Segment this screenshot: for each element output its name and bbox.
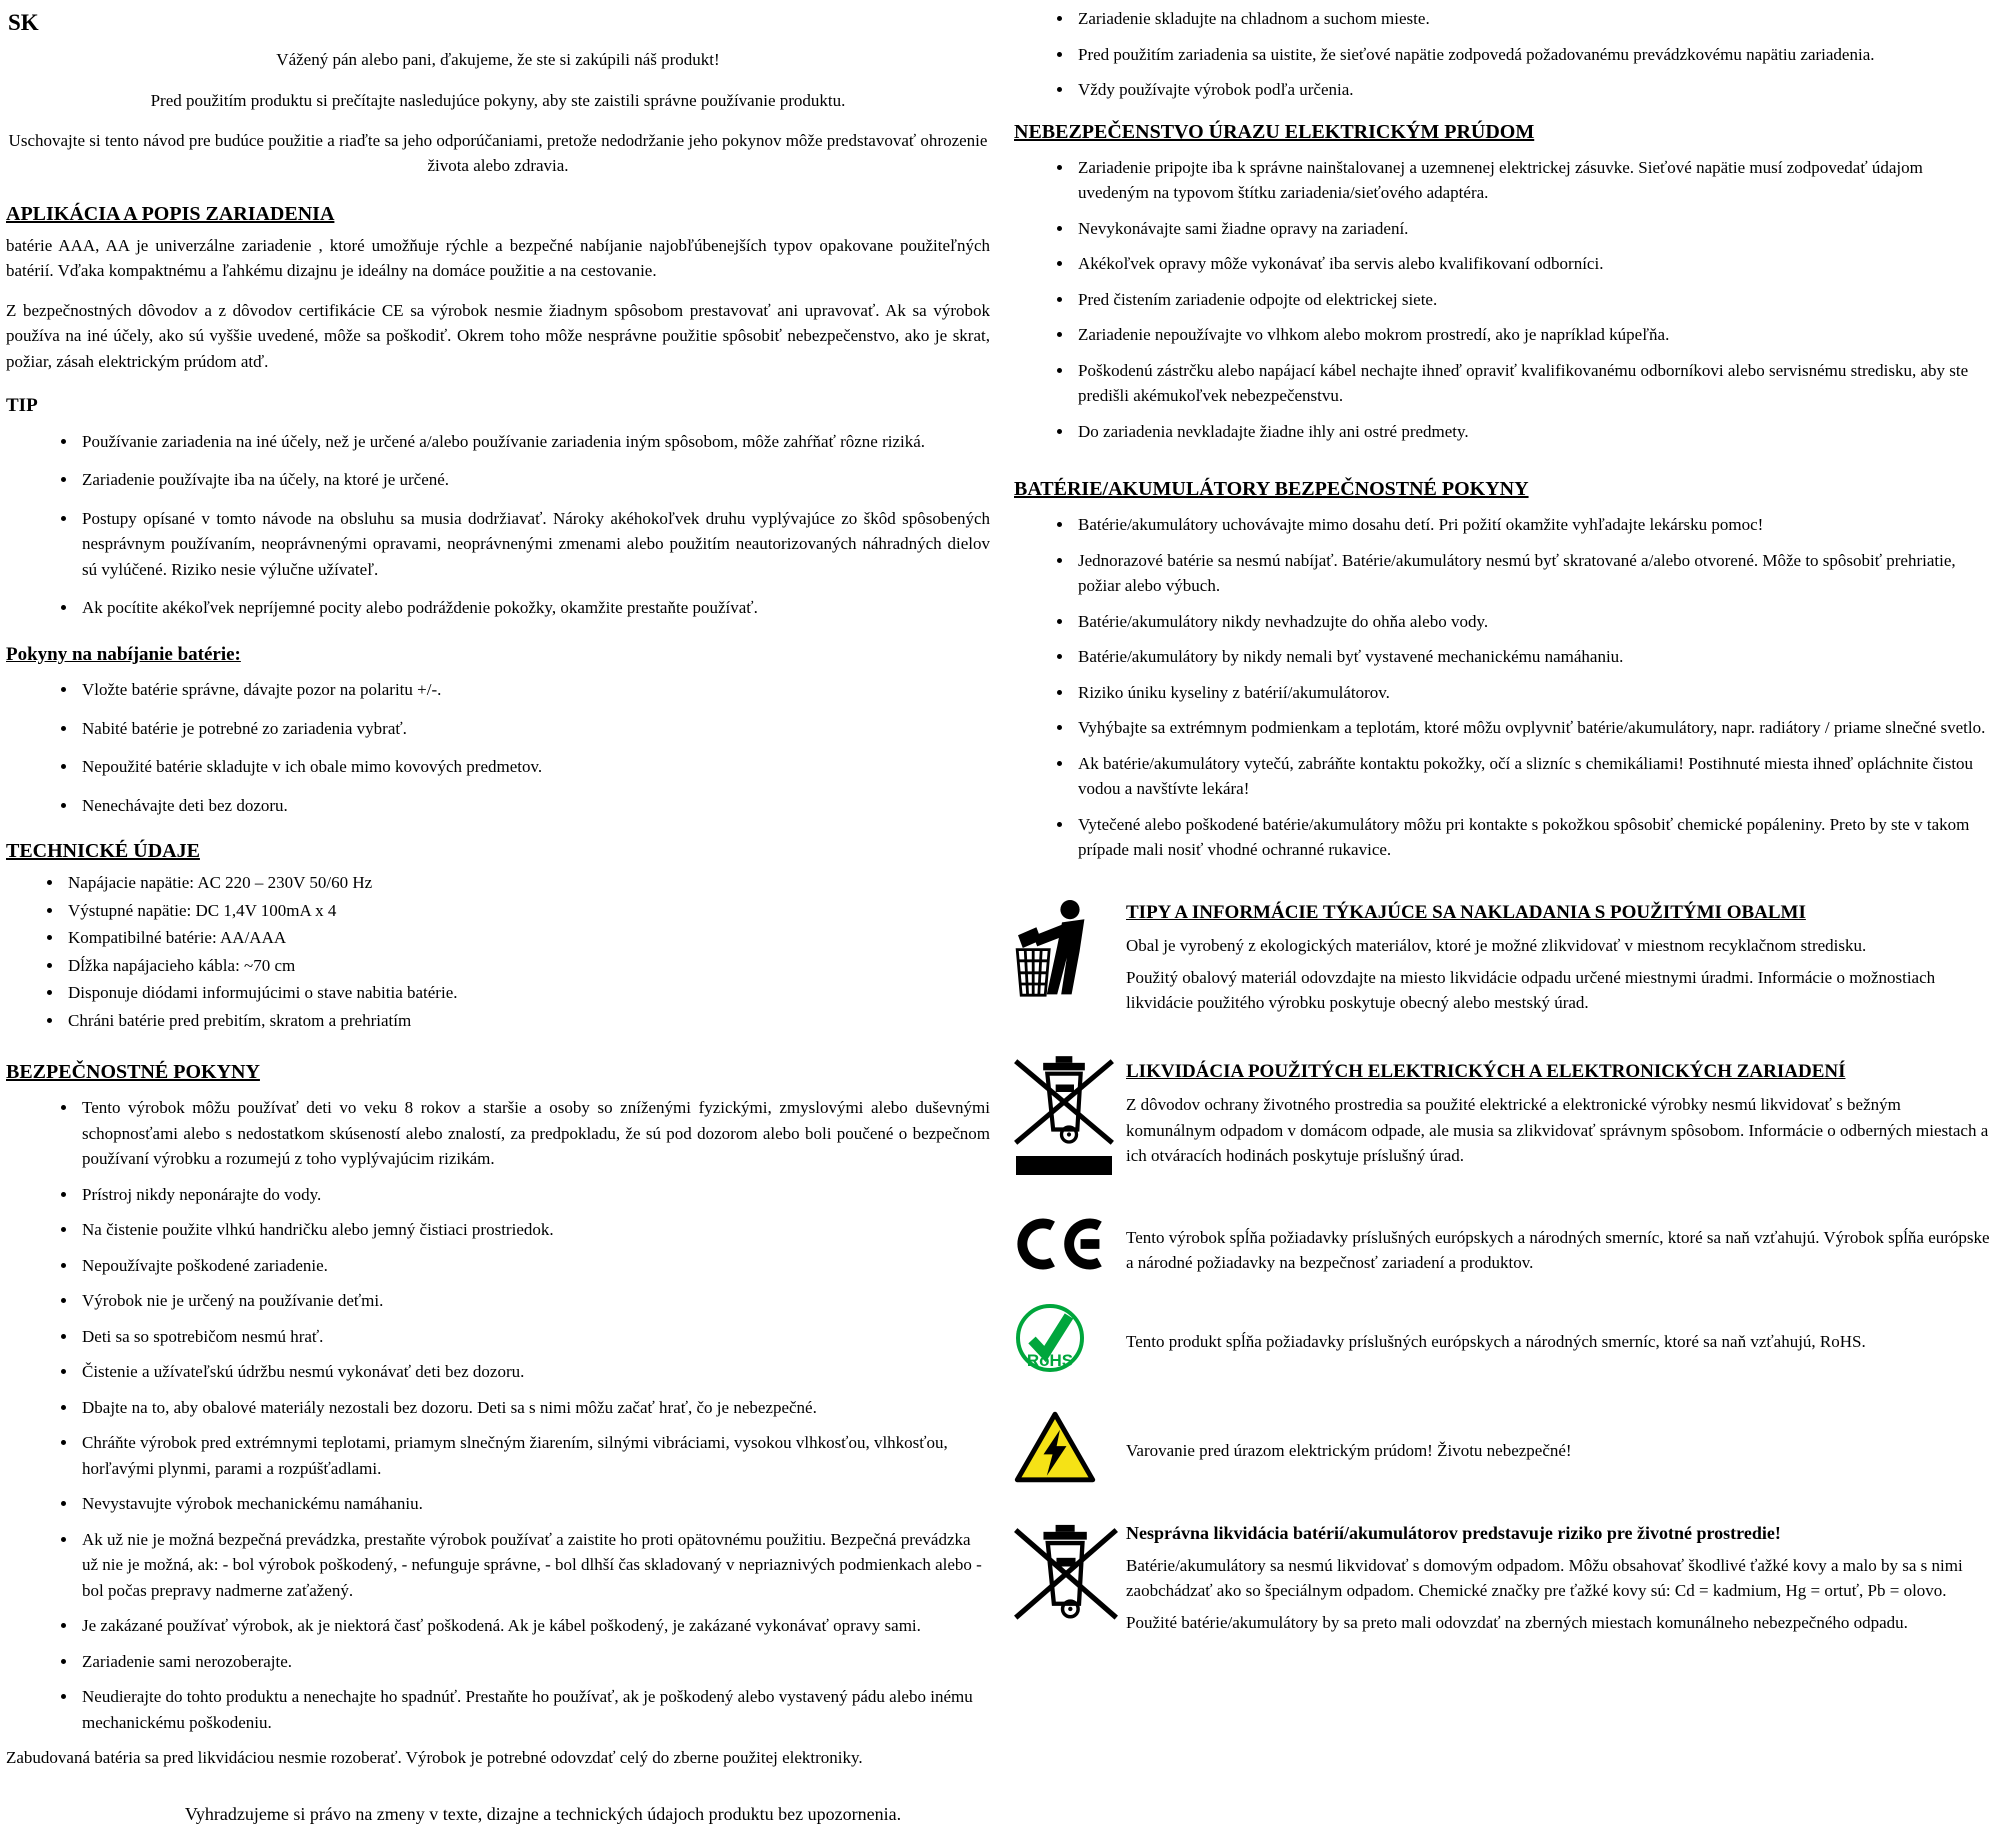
paragraph: Tento výrobok spĺňa požiadavky príslušných európskych a národných smerníc, ktoré sa naň vzťahujú. Výrobok spĺňa európske a národné požiadavky na bezpečnosť zariadení a produktov. bbox=[1126, 1227, 1990, 1272]
paragraph: Varovanie pred úrazom elektrickým prúdom! Životu nebezpečné! bbox=[1126, 1440, 1572, 1460]
application-section bbox=[6, 199, 990, 375]
rohs-label: RoHS bbox=[1026, 1350, 1074, 1370]
paragraph: batérie AAA, AA je univerzálne zariadenie , ktoré umožňuje rýchle a bezpečné nabíjanie najobľúbenejších typov opakovane použiteľných batérií. Vďaka kompaktnému a ľahkému dizajnu je ideálny na domáce použitie a na cestovanie. bbox=[6, 235, 990, 280]
section-heading: TECHNICKÉ ÚDAJE bbox=[6, 840, 200, 862]
ce-mark-icon bbox=[1014, 1215, 1126, 1273]
paragraph: Z dôvodov ochrany životného prostredia sa použité elektrické a elektronické výrobky nesmú likvidovať s bežným komunálnym odpadom v domácom odpade, ale musia sa zlikvidovať správnym spôsobom. Informácie o odberných miestach a ich otváracích hodinách poskytuje príslušný úrad. bbox=[1126, 1095, 1989, 1165]
list-item: • Nevystavujte výrobok mechanickému namáhaniu. bbox=[78, 1491, 990, 1517]
section-heading: Nesprávna likvidácia batérií/akumulátorov predstavuje riziko pre životné prostredie! bbox=[1126, 1522, 1781, 1543]
section-heading: LIKVIDÁCIA POUŽITÝCH ELEKTRICKÝCH A ELEKTRONICKÝCH ZARIADENÍ bbox=[1126, 1060, 1846, 1082]
list-item: • Neudierajte do tohto produktu a nenechajte ho spadnúť. Prestaňte ho používať, ak je poškodený alebo vystavený pádu alebo inému mechanickému poškodeniu. bbox=[78, 1684, 990, 1735]
list-item: • Akékoľvek opravy môže vykonávať iba servis alebo kvalifikovaní odborníci. bbox=[1074, 251, 1990, 277]
high-voltage-warning-icon bbox=[1014, 1410, 1126, 1484]
paragraph: Tento produkt spĺňa požiadavky príslušných európskych a národných smerníc, ktoré sa naň vzťahujú, RoHS. bbox=[1126, 1331, 1866, 1351]
safety-section bbox=[6, 1057, 990, 1735]
tip-section bbox=[6, 392, 990, 621]
tidyman-icon bbox=[1014, 897, 1126, 999]
list-item: • Nepoužívajte poškodené zariadenie. bbox=[78, 1253, 990, 1279]
storage-list bbox=[1014, 6, 1990, 103]
electric-shock-section bbox=[1014, 117, 1990, 445]
intro-line: Vážený pán alebo pani, ďakujeme, že ste si zakúpili náš produkt! bbox=[276, 49, 720, 69]
list-item: • Nevykonávajte sami žiadne opravy na zariadení. bbox=[1074, 216, 1990, 242]
weee-crossed-bin-icon bbox=[1014, 1056, 1126, 1175]
intro-line: Uschovajte si tento návod pre budúce použitie a riaďte sa jeho odporúčaniami, pretože nedodržanie jeho pokynov môže predstavovať ohrozenie života alebo zdravia. bbox=[8, 130, 988, 175]
right-column bbox=[1000, 0, 2002, 1635]
battery-crossed-bin-icon bbox=[1014, 1523, 1126, 1623]
list-item: • Zariadenie sami nerozoberajte. bbox=[78, 1649, 990, 1675]
list-item: • Nabité batérie je potrebné zo zariadenia vybrať. bbox=[78, 716, 990, 742]
charging-list bbox=[6, 677, 990, 818]
safety-list bbox=[6, 1095, 990, 1735]
list-item: • Poškodenú zástrčku alebo napájací kábel nechajte ihneď opraviť kvalifikovanému odborníkovi alebo servisnému stredisku, aby ste predišli akémukoľvek nebezpečenstvu. bbox=[1074, 358, 1990, 409]
list-item: • Výstupné napätie: DC 1,4V 100mA x 4 bbox=[64, 898, 990, 924]
built-in-battery-note: Zabudovaná batéria sa pred likvidáciou nesmie rozoberať. Výrobok je potrebné odovzdať celý do zberne použitej elektroniky. bbox=[6, 1748, 863, 1767]
section-heading: TIPY A INFORMÁCIE TÝKAJÚCE SA NAKLADANIA S POUŽITÝMI OBALMI bbox=[1126, 901, 1806, 923]
list-item: • Batérie/akumulátory uchovávajte mimo dosahu detí. Pri požití okamžite vyhľadajte lekársku pomoc! bbox=[1074, 512, 1990, 538]
list-item: • Tento výrobok môžu používať deti vo veku 8 rokov a staršie a osoby so zníženými fyzickými, zmyslovými alebo duševnými schopnosťami alebo s nedostatkom skúseností alebo znalostí, za predpokladu, že sú pod dozorom alebo boli poučené o bezpečnom používaní výrobku a rozumejú z toho vyplývajúcim rizikám. bbox=[78, 1095, 990, 1172]
section-heading: BATÉRIE/AKUMULÁTORY BEZPEČNOSTNÉ POKYNY bbox=[1014, 478, 1529, 500]
battery-disposal-section bbox=[1014, 1512, 1990, 1636]
paragraph: Batérie/akumulátory sa nesmú likvidovať s domovým odpadom. Môžu obsahovať škodlivé ťažké kovy a malo by sa s nimi zaobchádzať ako so špeciálnym odpadom. Chemické značky pre ťažké kovy sú: Cd = kadmium, Hg = ortuť, Pb = olovo. bbox=[1126, 1555, 1963, 1600]
intro-line: Pred použitím produktu si prečítajte nasledujúce pokyny, aby ste zaistili správne používanie produktu. bbox=[150, 91, 846, 110]
list-item: • Výrobok nie je určený na používanie deťmi. bbox=[78, 1288, 990, 1314]
list-item: • Napájacie napätie: AC 220 – 230V 50/60 Hz bbox=[64, 870, 990, 896]
list-item: • Vložte batérie správne, dávajte pozor na polaritu +/-. bbox=[78, 677, 990, 703]
list-item: • Postupy opísané v tomto návode na obsluhu sa musia dodržiavať. Nároky akéhokoľvek druhu vyplývajúce zo škôd spôsobených nesprávnym používaním, neoprávnenými opravami, neoprávnenými zmenami alebo použitím neautorizovaných náhradných dielov sú vylúčené. Riziko nesie výlučne užívateľ. bbox=[78, 506, 990, 583]
list-item: • Nenechávajte deti bez dozoru. bbox=[78, 793, 990, 819]
list-item: • Ak už nie je možná bezpečná prevádzka, prestaňte výrobok používať a zaistite ho proti opätovnému použitiu. Bezpečná prevádzka už nie je možná, ak: - bol výrobok poškodený, - nefunguje správne, - bol dlhší čas skladovaný v nepriaznivých podmienkach alebo - bol počas prepravy nadmerne zaťažený. bbox=[78, 1527, 990, 1604]
list-item: • Riziko úniku kyseliny z batérií/akumulátorov. bbox=[1074, 680, 1990, 706]
paragraph: Použité batérie/akumulátory by sa preto mali odovzdať na zberných miestach komunálneho nebezpečného odpadu. bbox=[1126, 1612, 1908, 1632]
list-item: • Vždy používajte výrobok podľa určenia. bbox=[1074, 77, 1990, 103]
tip-list bbox=[6, 429, 990, 621]
list-item: • Do zariadenia nevkladajte žiadne ihly ani ostré predmety. bbox=[1074, 419, 1990, 445]
list-item: • Pred čistením zariadenie odpojte od elektrickej siete. bbox=[1074, 287, 1990, 313]
list-item: • Čistenie a užívateľskú údržbu nesmú vykonávať deti bez dozoru. bbox=[78, 1359, 990, 1385]
battery-safety-section bbox=[1014, 474, 1990, 863]
list-item: • Dĺžka napájacieho kábla: ~70 cm bbox=[64, 953, 990, 979]
list-item: • Na čistenie použite vlhkú handričku alebo jemný čistiaci prostriedok. bbox=[78, 1217, 990, 1243]
list-item: • Pred použitím zariadenia sa uistite, že sieťové napätie zodpovedá požadovanému prevádzkovému napätiu zariadenia. bbox=[1074, 42, 1990, 68]
list-item: • Kompatibilné batérie: AA/AAA bbox=[64, 925, 990, 951]
list-item: • Deti sa so spotrebičom nesmú hrať. bbox=[78, 1324, 990, 1350]
list-item: • Vytečené alebo poškodené batérie/akumulátory môžu pri kontakte s pokožkou spôsobiť chemické popáleniny. Preto by ste v takom prípade mali nosiť vhodné ochranné rukavice. bbox=[1074, 812, 1990, 863]
tech-section bbox=[6, 836, 990, 1033]
electric-warning-section bbox=[1014, 1410, 1990, 1484]
section-heading: NEBEZPEČENSTVO ÚRAZU ELEKTRICKÝM PRÚDOM bbox=[1014, 120, 1535, 143]
list-item: • Ak batérie/akumulátory vytečú, zabráňte kontaktu pokožky, očí a slizníc s chemikáliami! Postihnuté miesta ihneď opláchnite čistou vodou a navštívte lekára! bbox=[1074, 751, 1990, 802]
language-tag: SK bbox=[8, 10, 39, 35]
tech-list bbox=[6, 870, 990, 1033]
list-item: • Nepoužité batérie skladujte v ich obale mimo kovových predmetov. bbox=[78, 754, 990, 780]
electric-list bbox=[1014, 155, 1990, 445]
rohs-icon bbox=[1014, 1302, 1126, 1374]
list-item: • Zariadenie používajte iba na účely, na ktoré je určené. bbox=[78, 467, 990, 493]
list-item: • Používanie zariadenia na iné účely, než je určené a/alebo používanie zariadenia iným spôsobom, môže zahŕňať rôzne riziká. bbox=[78, 429, 990, 455]
list-item: • Vyhýbajte sa extrémnym podmienkam a teplotám, ktoré môžu ovplyvniť batérie/akumulátory, napr. radiátory / priame slnečné svetlo. bbox=[1074, 715, 1990, 741]
rohs-section bbox=[1014, 1302, 1990, 1374]
ce-section bbox=[1014, 1215, 1990, 1276]
paragraph: Z bezpečnostných dôvodov a z dôvodov certifikácie CE sa výrobok nesmie žiadnym spôsobom prestavovať ani upravovať. Ak sa výrobok používa na iné účely, ako sú vyššie uvedené, môže sa poškodiť. Okrem toho môže nesprávne použitie spôsobiť nebezpečenstvo, ako je skrat, požiar, zásah elektrickým prúdom atď. bbox=[6, 300, 990, 371]
list-item: • Batérie/akumulátory nikdy nevhadzujte do ohňa alebo vody. bbox=[1074, 609, 1990, 635]
battery-safety-list bbox=[1014, 512, 1990, 863]
left-column bbox=[0, 0, 1000, 1828]
paragraph: Obal je vyrobený z ekologických materiálov, ktoré je možné zlikvidovať v miestnom recyklačnom stredisku. bbox=[1126, 936, 1867, 955]
list-item: • Disponuje diódami informujúcimi o stave nabitia batérie. bbox=[64, 980, 990, 1006]
weee-section bbox=[1014, 1056, 1990, 1175]
list-item: • Prístroj nikdy neponárajte do vody. bbox=[78, 1182, 990, 1208]
paragraph: Použitý obalový materiál odovzdajte na miesto likvidácie odpadu určené miestnymi úradmi. Informácie o možnostiach likvidácie použitého výrobku poskytuje obecný alebo mestský úrad. bbox=[1126, 967, 1936, 1012]
list-item: • Dbajte na to, aby obalové materiály nezostali bez dozoru. Deti sa s nimi môžu začať hrať, čo je nebezpečné. bbox=[78, 1395, 990, 1421]
list-item: • Jednorazové batérie sa nesmú nabíjať. Batérie/akumulátory nesmú byť skratované a/alebo otvorené. Môže to spôsobiť prehriatie, požiar alebo výbuch. bbox=[1074, 548, 1990, 599]
list-item: • Ak pocítite akékoľvek nepríjemné pocity alebo podráždenie pokožky, okamžite prestaňte používať. bbox=[78, 595, 990, 621]
section-heading: Pokyny na nabíjanie batérie: bbox=[6, 643, 241, 665]
section-heading: TIP bbox=[6, 395, 38, 416]
charging-section bbox=[6, 641, 990, 819]
packaging-section bbox=[1014, 897, 1990, 1016]
list-item: • Zariadenie skladujte na chladnom a suchom mieste. bbox=[1074, 6, 1990, 32]
list-item: • Zariadenie nepoužívajte vo vlhkom alebo mokrom prostredí, ako je napríklad kúpeľňa. bbox=[1074, 322, 1990, 348]
footer-note: Vyhradzujeme si právo na zmeny v texte, dizajne a technických údajoch produktu bez upozornenia. bbox=[184, 1803, 902, 1824]
list-item: • Chráni batérie pred prebitím, skratom a prehriatím bbox=[64, 1008, 990, 1034]
section-heading: APLIKÁCIA A POPIS ZARIADENIA bbox=[6, 202, 335, 225]
list-item: • Zariadenie pripojte iba k správne nainštalovanej a uzemnenej elektrickej zásuvke. Sieťové napätie musí zodpovedať údajom uvedeným na typovom štítku zariadenia/sieťového adaptéra. bbox=[1074, 155, 1990, 206]
list-item: • Batérie/akumulátory by nikdy nemali byť vystavené mechanickému namáhaniu. bbox=[1074, 644, 1990, 670]
list-item: • Je zakázané používať výrobok, ak je niektorá časť poškodená. Ak je kábel poškodený, je zakázané vykonávať opravy sami. bbox=[78, 1613, 990, 1639]
list-item: • Chráňte výrobok pred extrémnymi teplotami, priamym slnečným žiarením, silnými vibráciami, vysokou vlhkosťou, vlhkosťou, horľavými plynmi, parami a rozpúšťadlami. bbox=[78, 1430, 990, 1481]
section-heading: BEZPEČNOSTNÉ POKYNY bbox=[6, 1061, 260, 1083]
weee-bar bbox=[1016, 1156, 1112, 1175]
